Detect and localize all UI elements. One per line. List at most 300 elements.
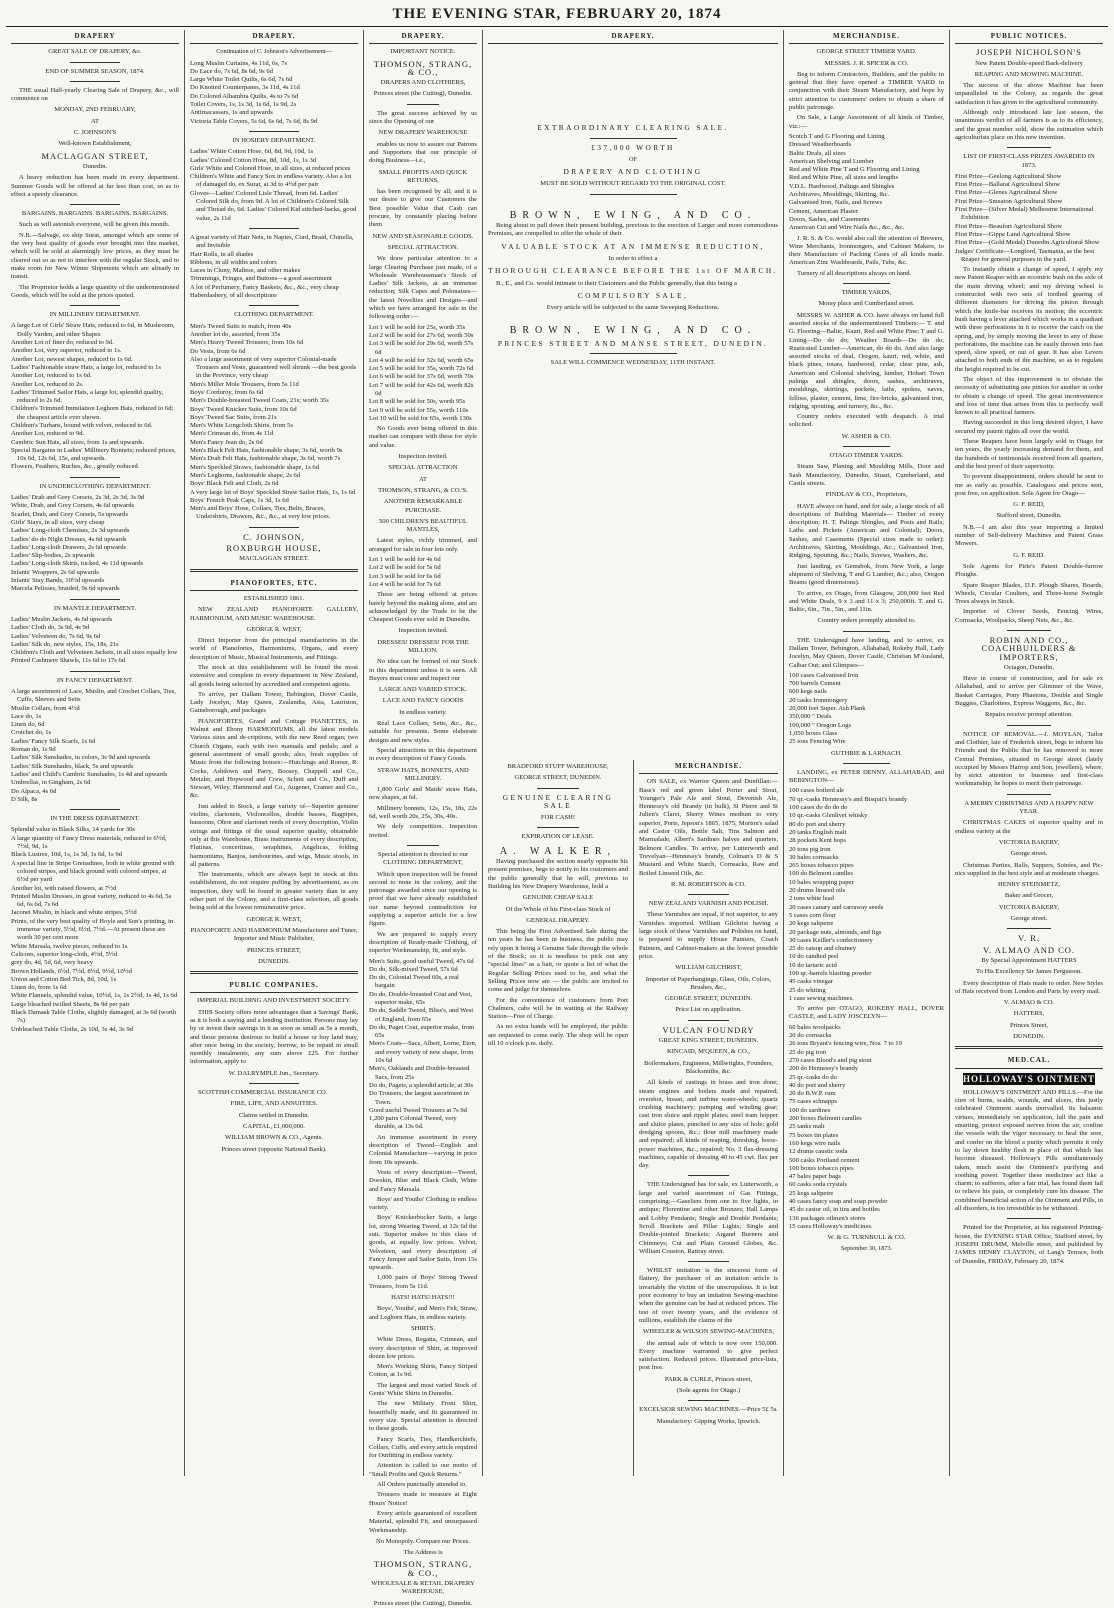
advert-text: Every article will be subjected to the same Sweeping Reductions. bbox=[546, 304, 720, 312]
advert-text: Do do, Paget Coat, superior make, from 65s bbox=[369, 1023, 475, 1040]
advert-text: Men's Miller Mole Trousers, from 5s 11d bbox=[190, 380, 299, 388]
advert-text: Having succeeded in this long desired object, I have secured my patent rights all over the world. bbox=[955, 419, 1103, 435]
advert-text: George street. bbox=[1010, 850, 1048, 858]
advert-text: Prints, of the very best quality of Hoyle and Son's printing, in immense variety, 5½d, 6½d, 7½d.—At present these are worth 30 per cent more bbox=[11, 917, 174, 942]
advert-text: Jaconet Muslin, in black and white stripes, 5½d bbox=[11, 909, 137, 917]
advert-text: Ladies' Silk do, new styles, 15s, 18s, 21s bbox=[11, 640, 119, 648]
advert-text: Millinery bonnets, 12s, 15s, 18s, 22s 6d, well worth 20s, 25s, 30s, 40s. bbox=[369, 804, 477, 821]
advert-text: 100 cases Galvanised Iron bbox=[789, 671, 859, 679]
advert-text: A special line in Stripe Grenadines, both in white ground with colored stripes, and black ground with colored stripes, at 6½d per yard bbox=[11, 859, 175, 884]
column-merchandise bbox=[784, 30, 949, 1476]
advert-text: Country orders executed with despatch. A trial solicited. bbox=[789, 413, 944, 429]
advert-text: D Silk, 8s bbox=[11, 795, 38, 803]
advert-text: GEORGE STREET, DUNEDIN. bbox=[514, 774, 602, 782]
advert-text: 28 pockets Kent hops bbox=[789, 837, 846, 845]
advert-text: MACLAGGAN STREET, bbox=[41, 150, 149, 161]
advert-text: 30 bales cornsacks bbox=[789, 853, 839, 861]
advert-text: Ladies' Long-cloth Drawers, 2s 6d upwards bbox=[11, 543, 127, 551]
advert-text: THOMSON, STRANG, & CO., bbox=[373, 1559, 473, 1578]
advert-text: Lot 1 will be sold for 4s 6d bbox=[369, 556, 441, 564]
column-drapery-4 bbox=[483, 30, 783, 760]
advert-text: PIANOFORTES, Grand and Cottage PIANETTES, in Walnut and Ebony HARMONIUMS, all the latest models Various sizes and de-criptions, with the new Reed organ; two Church Organs, each with two manuals and pedals; and a general assortment of small goods; also, fresh supplies of Music from the following houses:—Hutchings and Romer, R. Cocks, Ashdown and Parry, Boosey, Chappell and Co., Metzler, and Hopwood and Crew, Schott and Co., Duff and Stewart, Wiley, Hammond and Co., Augener, Cramer and Co., &c. bbox=[190, 717, 358, 800]
advert-text: C. JOHNSON, bbox=[243, 531, 305, 542]
advert-text: Every description of Hats made to order. New Styles of Hats received from London and Paris by every mail. bbox=[955, 979, 1103, 995]
advert-text: Stafford street, Dunedin. bbox=[996, 512, 1062, 520]
advert-text: Ladies' Long-cloth Chemises, 2s 3d upwards bbox=[11, 527, 130, 535]
advert-text: Ladies' Cloth do, 3s 9d, 4s 9d bbox=[11, 624, 90, 632]
separator bbox=[688, 1400, 730, 1401]
advert-text: 10 do tartaric acid bbox=[789, 961, 837, 969]
advert-text: First Prize—Beaufort Agricultural Show bbox=[955, 222, 1063, 230]
advert-text: First Prize—Gippe Land Agricultural Show bbox=[955, 230, 1071, 238]
advert-text: THOMSON, STRANG, & CO., bbox=[373, 58, 473, 77]
advert-text: V. ALMAO AND CO. bbox=[982, 944, 1076, 955]
advert-text: 500 casks Portland cement bbox=[789, 1156, 860, 1164]
advert-text: Special attention is directed to our CLOTHING DEPARTMENT, bbox=[377, 850, 469, 867]
advert-text: Real Lace Collars, Setts, &c., &c., suitable for presents. Some elaborate designs and new styles. bbox=[369, 720, 477, 744]
column-public-notices bbox=[950, 30, 1108, 1476]
advert-text: the annual sale of which is now over 150,000. Every machine warranted to give perfect satisfaction. Reduced prices. Illustrated price-lists, post free. bbox=[639, 1339, 778, 1372]
advert-text: IN THE DRESS DEPARTMENT. bbox=[50, 815, 140, 823]
advert-text: Do Colored Alhambra Quilts, 4s to 7s 6d bbox=[190, 92, 299, 100]
separator bbox=[249, 131, 299, 132]
advert-text: 60 bales woolpacks bbox=[789, 1023, 841, 1031]
advert-text: Every article guaranteed of excellent Material, splendid Fit, and unsurpassed Workmanship. bbox=[369, 1509, 477, 1534]
section-header: MERCHANDISE. bbox=[639, 760, 778, 774]
advert-text: Vests of every description—Tweed, Doeskin, Blue and Black Cloth, White and Fancy Marsala. bbox=[369, 1168, 477, 1193]
advert-text: September 30, 1873. bbox=[840, 1245, 893, 1253]
advert-text: White Dress, Regatta, Crimean, and every description of Shirt, at improved dozen low prices. bbox=[369, 1336, 477, 1360]
advert-text: GENERAL DRAPERY. bbox=[526, 916, 590, 924]
advert-text: 100 boxes tobacco pipes bbox=[789, 1164, 854, 1172]
advert-text: DUNEDIN. bbox=[258, 957, 290, 965]
advert-text: DRAPERS AND CLOTHIERS, bbox=[380, 79, 466, 87]
advert-text: Calicoes, superior long-cloth, 4½d, 5½d bbox=[11, 950, 118, 958]
advert-text: The success of the above Machine has been unparalleled in the Colony, as regards the great satisfaction it has given to the agricultural community. bbox=[955, 82, 1103, 106]
separator bbox=[688, 1261, 730, 1262]
advert-text: W. DALRYMPLE Jun., Secretary. bbox=[228, 1069, 320, 1077]
advert-text: Special attractions in this department in every description of Fancy Goods. bbox=[369, 746, 477, 763]
advert-text: has been recognised by all; and it is our desire to give our Customers the Best possible Value that Cash can procure, by constantly placing before them bbox=[369, 188, 477, 229]
advert-text: VICTORIA BAKERY, bbox=[998, 903, 1060, 911]
column-header: DRAPERY. bbox=[190, 30, 358, 44]
advert-text: Princes Street, bbox=[1009, 1021, 1049, 1029]
advert-text: American Cut and Wire Nails &c., &c., &c. bbox=[789, 224, 905, 232]
advert-text: 12 drums caustic soda bbox=[789, 1148, 848, 1156]
separator bbox=[1007, 725, 1051, 726]
advert-text: We defy competition. Inspection invited. bbox=[369, 823, 477, 839]
advert-text: Laces in Cluny, Maltese, and other makes bbox=[190, 267, 301, 275]
advert-text: 45 casks vinegar bbox=[789, 978, 833, 986]
advert-text: GEORGE STREET TIMBER YARD. bbox=[816, 48, 917, 56]
advert-text: 40 cases fancy soap and soap powder bbox=[789, 1198, 888, 1205]
advert-text: PARK & CURLE, Princes street, bbox=[664, 1375, 753, 1383]
advert-text: WHOLESALE & RETAIL DRAPERY WAREHOUSE, bbox=[371, 1579, 475, 1596]
advert-text: PUBLIC COMPANIES. bbox=[190, 979, 358, 993]
separator bbox=[688, 1175, 730, 1176]
advert-text: ON SALE, ex Warrior Queen and Dunfillan:—Bass's red and green label Porter and Stout, Younger's Pale Ale and Stout, Devenish Ale, Hennessy's old Brandy (in bulk), St Pierre and St Julien's Claret, Sherry Wines medium to very superior, Ports, Jepson's 1865, 1875, Morton's salad and Castor Oils, Bottle Salt, Tins Salmon and Marmalade, Albert's Sardines halves and quarters, Belmont Candles. To arrive, per Lutterworth and Trevelyan—Hennessy's brandy, Colman's D & S Mustard and White Starch, Cornsacks, Raw and Boiled Linseed Oils, &c. bbox=[639, 778, 778, 877]
advert-text: 100 cases do do do do bbox=[789, 804, 848, 812]
advert-text: 25 tanks malt bbox=[789, 1123, 825, 1131]
advert-text: Printed Muslin Dresses, in great variety, reduced to 4s 6d, 5s 6d, 6s 6d, 7s 6d bbox=[11, 892, 172, 909]
advert-text: White Flannels, splendid value, 10½d, 1s, 1s 2½d, 1s 4d, 1s 6d bbox=[11, 992, 178, 1000]
advert-text: ESTABLISHED 1861. bbox=[243, 594, 305, 602]
advert-text: 25 do catsup and chutney bbox=[789, 945, 857, 953]
column-merchandise-lower bbox=[634, 760, 783, 1476]
advert-text: SPECIAL ATTRACTION bbox=[388, 464, 458, 472]
advert-text: BROWN, EWING, AND CO. bbox=[509, 325, 757, 337]
separator bbox=[70, 62, 120, 63]
advert-text: 80 do port and sherry bbox=[789, 820, 846, 828]
advert-text: Claims settled in Dunedin. bbox=[238, 1111, 310, 1119]
advert-text: First Prize—Geelong Agricultural Show bbox=[955, 172, 1062, 180]
column-header: DRAPERY. bbox=[369, 30, 477, 44]
advert-text: Children's Trimmed Immitation Leghorn Hats, reduced to 6d; the cheapest article ever shown. bbox=[11, 405, 174, 421]
advert-text: V. R. bbox=[1017, 933, 1041, 944]
advert-text: 45 do castor oil, in tins and bottles bbox=[789, 1206, 880, 1214]
advert-text: Ladies' Trimmed Sailor Hats, a large lot, splendid quality, reduced to 2s 6d. bbox=[11, 388, 164, 405]
advert-text: Do Alpaca, 4s 6d bbox=[11, 787, 57, 795]
advert-text: Price List on application. bbox=[675, 1006, 742, 1014]
advert-text: Boys' Black Felt and Cloth, 2s 6d bbox=[190, 480, 279, 488]
advert-text: First Prize—Smeaton Agricultural Show bbox=[955, 197, 1063, 205]
advert-text: FIRE, LIFE, AND ANNUITIES. bbox=[230, 1100, 318, 1108]
advert-text: Red and White Pine, all sizes and lengths bbox=[789, 174, 899, 182]
advert-text: V.D.L. Hardwood, Palings and Shingles bbox=[789, 182, 895, 190]
advert-text: Do Trousers, the largest assortment in Town. bbox=[369, 1090, 469, 1106]
advert-text: END OF SUMMER SEASON, 1874. bbox=[45, 67, 145, 75]
advert-text: Attention is called to our motto of "Small Profits and Quick Returns." bbox=[369, 1462, 477, 1478]
separator bbox=[249, 228, 299, 229]
advert-text: W. & G. TURNBULL & CO. bbox=[827, 1234, 906, 1242]
advert-text: These are being offered at prices barely beyond the making alone, and are acknowledged by the Trade to be the Cheapest Goods ever sold in Dunedin. bbox=[369, 591, 477, 624]
advert-text: ROBIN AND CO., COACHBUILDERS & IMPORTERS, bbox=[981, 635, 1077, 662]
advert-text: Men's Fancy Jean do, 2s 6d bbox=[190, 438, 263, 446]
advert-text: Being about to pull down their present building, previous to the erection of Larger and more commodious Premises, are compelled to offer the whole of their bbox=[488, 222, 778, 238]
advert-text: 25 do whiting bbox=[789, 986, 826, 994]
advert-text: The Proprietor holds a large quantity of the undermentioned Goods, which will be sold at the prices quoted. bbox=[11, 283, 179, 299]
advert-text: 20,000 feet Super. Ash Plank bbox=[789, 705, 866, 713]
advert-text: BRADFORD STUFF WAREHOUSE, bbox=[507, 763, 609, 770]
advert-text: New Patent Double-speed Back-delivery bbox=[975, 59, 1083, 67]
advert-text: KINCAID, M'QUEEN, & CO., bbox=[666, 1048, 751, 1056]
advert-text: Ladies' Fashionable straw Hats, a large lot, reduced to 1s bbox=[11, 363, 161, 371]
advert-text: R. M. ROBERTSON & CO. bbox=[671, 880, 746, 888]
advert-text: Lot 8 will be sold for 50s, worth 95s bbox=[369, 398, 466, 406]
advert-text: Lot 5 will be sold for 35s, worth 72s 6d bbox=[369, 365, 474, 373]
advert-text: NEW ZEALAND PIANOFORTE GALLERY, HARMONIUM, AND MUSIC WAREHOUSE. bbox=[190, 606, 358, 622]
advert-text: Ladies' Drab and Grey Corsets, 2s 3d, 2s 3d, 3s 9d bbox=[11, 494, 145, 502]
advert-text: All kinds of castings in brass and iron done; steam engines and boilers made and repaired; overshot, breast, and turbine water-wheels; quartz crushing machinery; pumping and winding gear; cast iron sluice and ripple plates; steel tram hopper and sluice plates, punched to any size of hole; gold dredging spoons, &c.; flour mill machinery made and repaired; all kinds of reaping, threshing, horse-power machines, &c., repaired; No. 3 flax-dressing machines, capable of dressing 40 to 45 cwt. flax per day. bbox=[639, 1079, 778, 1170]
separator bbox=[249, 305, 299, 306]
advert-text: Special Bargains in Ladies' Millinery Bonnets; reduced prices, 10s 6d, 12s 6d, 15s, and upwards. bbox=[11, 446, 176, 463]
advert-text: 1,200 pairs Colonial Tweed, very durable, at 13s 6d. bbox=[369, 1115, 457, 1131]
advert-text: VICTORIA BAKERY, bbox=[998, 838, 1060, 846]
advert-text: SMALL PROFITS AND QUICK RETURNS, bbox=[378, 168, 468, 184]
advert-text: Lot 6 will be sold for 37s 6d, worth 70s bbox=[369, 373, 474, 381]
advert-text: Ladies' Silk Sunshades, black, 5s and upwards bbox=[11, 762, 134, 770]
advert-text: Cambric Sun Hats, all sizes, from 1s and upwards. bbox=[11, 438, 145, 446]
advert-text: An immense assortment in every description of Tweed—English and Colonial Manufacture—varying in price from 10s upwards. bbox=[369, 1133, 477, 1166]
advert-text: C. JOHNSON'S bbox=[73, 129, 117, 137]
advert-text: Country orders promptly attended to. bbox=[817, 617, 916, 625]
advert-text: A lot of Perfumery, Fancy Baskets, &c., &c., very cheap bbox=[190, 283, 339, 291]
advert-text: Galvanised Iron, Nails, and Screws bbox=[789, 199, 883, 207]
advert-text: 20 kegs saltpetre bbox=[789, 920, 834, 928]
advert-text: IN HOSIERY DEPARTMENT. bbox=[232, 136, 316, 144]
advert-text: Importer of Clover Seeds, Fencing Wires, Cornsacks, Woolpacks, Sheep Nets, &c., &c. bbox=[955, 608, 1103, 624]
advert-text: First Prize—Ballarat Agricultural Show bbox=[955, 181, 1060, 189]
advert-text: MACLAGGAN STREET. bbox=[239, 555, 309, 563]
advert-text: Red and White Pine T and G Flooring and Lining bbox=[789, 166, 920, 174]
advert-text: A great variety of Hair Nets, in Napies, Cord, Braid, Chinella, and Invisible bbox=[190, 233, 354, 250]
advert-text: Do do, Silk-mixed Tweed, 57s 6d bbox=[369, 965, 458, 973]
advert-text: EXCELSIOR SEWING MACHINES.—Price 5£ 5s. bbox=[639, 1406, 778, 1414]
advert-text: Lot 1 will be sold for 25s, worth 35s bbox=[369, 323, 466, 331]
separator bbox=[590, 138, 677, 139]
advert-text: 40 do port and sherry bbox=[789, 1081, 846, 1089]
advert-text: Printed Cashmere Shawls, 11s 6d to 17s 6d bbox=[11, 657, 126, 665]
advert-text: White, Drab, and Grey Corsets, 4s 6d upwards bbox=[11, 502, 135, 510]
separator bbox=[70, 204, 120, 205]
advert-text: Architraves, Mouldings, Skirting, &c. bbox=[789, 191, 890, 199]
advert-text: To prevent disappointment, orders should be sent to me as early as possible. Catalogues and prices sent, post free, on application. Sole Agent for Otago— bbox=[955, 473, 1103, 497]
advert-text: Boys', Youths', and Men's Felt, Straw, and Leghorn Hats, in endless variety. bbox=[369, 1305, 477, 1321]
advert-text: DRAPERY AND CLOTHING bbox=[563, 167, 703, 177]
separator bbox=[70, 599, 120, 600]
advert-text: 25 tons Fencing Wire bbox=[789, 738, 846, 746]
advert-text: These Reapers have been largely sold in Otago for ten years, the yearly increasing demand for them, and the hundreds of testimonials received from all quarters, and the best proof of their superiority. bbox=[955, 438, 1103, 470]
column-drapery-1 bbox=[6, 30, 184, 1476]
advert-text: Do do, Double-breasted Coat and Vest, superior make, 65s bbox=[369, 990, 472, 1006]
advert-text: IN MILLINERY DEPARTMENT. bbox=[49, 311, 141, 319]
advert-text: SHIRTS. bbox=[411, 1324, 435, 1332]
advert-text: Union and Cotton Bed Tick, 8d, 10d, 1s bbox=[11, 975, 117, 983]
advert-text: Just added to Stock, a large variety of—Superior genuine violins, clarionets, Violoncellos, double basses, Bagpipes, bassoons, Oboe and clarionet reeds of every description, Violin strings and fittings of the usual superior quality, obtainable only at this Warehouse, Brass instruments of every description, Flutinas, concertinas, seraphines, Angelicas, folding harmoniums, Banjos, tambourines, and wigs, Music stools, in all patterns. bbox=[190, 802, 358, 868]
advert-text: Ladies' White Cotton Hose, 6d, 8d, 9d, 10d, 1s bbox=[190, 148, 314, 156]
advert-text: 1,000 pairs of Boys' Strong Tweed Trousers, from 5s 11d. bbox=[369, 1274, 477, 1290]
advert-text: V. ALMAO & CO. bbox=[1003, 999, 1055, 1007]
advert-text: Men's Double-breasted Tweed Coats, 21s; worth 35s bbox=[190, 397, 329, 405]
advert-text: Cement, American Plaster bbox=[789, 207, 859, 215]
advert-text: Men's Drab Felt Hats, fashionable shape, 3s 6d, worth 7s bbox=[190, 455, 341, 463]
advert-text: Scarlet, Drab, and Grey Corsets, 5s upwards bbox=[11, 510, 129, 518]
advert-text: Black Lustres, 10d, 1s, 1s 3d, 1s 6d, 1s 9d bbox=[11, 851, 122, 859]
advert-text: PRINCES STREET, bbox=[246, 946, 302, 954]
advert-text: Lace do, 1s bbox=[11, 712, 42, 720]
separator bbox=[70, 809, 120, 810]
advert-text: CAPITAL, £1,000,000. bbox=[243, 1122, 305, 1130]
advert-text: No Monopoly. Compare our Prices. bbox=[375, 1537, 471, 1545]
advert-text: Lot 2 will be sold for 27s 6d, worth 50s bbox=[369, 331, 474, 339]
advert-text: For the convenience of customers from Port Chalmers, cabs will be in waiting at the Railway Station—Free of Charge. bbox=[488, 996, 628, 1021]
advert-text: CHRISTMAS CAKES of superior quality and in endless variety at the bbox=[955, 819, 1103, 835]
advert-text: Do Lace do, 7s 6d, 8s 6d, 9s 6d bbox=[190, 67, 273, 75]
masthead-rule bbox=[6, 26, 1108, 27]
advert-text: To His Excellency Sir James Fergusson. bbox=[975, 968, 1082, 976]
advert-text: Latest styles, richly trimmed, and arranged for sale in four lots only. bbox=[369, 537, 477, 553]
advert-text: A large quantity of Fancy Dress materials, reduced to 6½d, 7½d, 9d, 1s bbox=[11, 834, 167, 851]
advert-text: Boys' Tweed Sac Suits, from 21s bbox=[190, 413, 277, 421]
advert-text: George street. bbox=[1010, 915, 1048, 923]
advert-text: 100 do sardines bbox=[789, 1106, 831, 1114]
advert-text: Spare Reaper Blades, D.F. Plough Shares, Boards, Wheels, Circular Coulters, and Three-horse Swingle Trees always in Stock. bbox=[955, 581, 1103, 606]
advert-text: Girls' White and Colored Hose, in all sizes, at reduced prices bbox=[190, 164, 351, 172]
advert-text: HOLLOWAY'S OINTMENT bbox=[963, 1073, 1095, 1084]
advert-text: grey do, 4d, 5d, 6d, very heavy bbox=[11, 959, 94, 967]
advert-text: 60 casks soda crystals bbox=[789, 1181, 848, 1189]
advert-text: 20 casks Ironmongery bbox=[789, 696, 848, 704]
advert-text: Do Vests, from 6s 6d bbox=[190, 347, 246, 355]
advert-text: HATTERS, bbox=[1013, 1010, 1045, 1018]
advert-text: Moray place and Cumberland street. bbox=[818, 300, 915, 308]
advert-text: 30 cases Keiller's confectionery bbox=[789, 936, 873, 944]
advert-text: 20 tons pig iron bbox=[789, 845, 831, 853]
advert-text: Black Damask Table Cloths, slightly damaged, at 3s 6d (worth 7s) bbox=[11, 1008, 177, 1025]
advert-text: Trousers made to measure at Eight Hours' Notice! bbox=[369, 1491, 477, 1507]
advert-text: Steam Saw, Planing and Moulding Mills, Door and Sash Manufactory, Dunedin, Stuart, Cumberland, and Castle streets. bbox=[789, 463, 944, 487]
advert-text: CLOTHING DEPARTMENT. bbox=[234, 311, 314, 319]
advert-text: White Marsala, twelve pieces, reduced to 1s bbox=[11, 942, 128, 950]
advert-text: Ladies' Colored Cotton Hose, 8d, 10d, 1s, 1s 3d bbox=[190, 156, 317, 164]
separator bbox=[1007, 794, 1051, 795]
advert-text: Antimacassars, 1s and upwards bbox=[190, 109, 273, 117]
advert-text: 5 cases corn flour bbox=[789, 911, 836, 919]
advert-text: The object of this improvement is to obviate the necessity of substituting one pinion for another in order to obtain a change of speed. The great inconvenience and loss of time that arises from this is perfectly well known to all practical farmers. bbox=[955, 375, 1103, 417]
separator bbox=[590, 194, 677, 195]
advert-text: Men's Leghorns, fashionable shape, 2s 6d bbox=[190, 471, 301, 479]
advert-text: Turnery of all descriptions always on hand. bbox=[797, 269, 912, 277]
advert-text: Another lot, with raised flowers, at 7½d bbox=[11, 884, 117, 892]
advert-text: OF bbox=[629, 155, 637, 163]
separator bbox=[249, 527, 299, 528]
advert-text: HENRY STEINMETZ, bbox=[997, 881, 1061, 889]
advert-text: BROWN, EWING, AND CO. bbox=[509, 209, 757, 221]
separator bbox=[249, 1083, 299, 1084]
advert-text: AT bbox=[418, 475, 428, 483]
advert-text: MESSRS. J. R. SPICER & CO. bbox=[824, 59, 909, 67]
advert-text: The largest and most varied Stock of Gents' White Shirts in Dunedin. bbox=[369, 1381, 477, 1398]
advert-text: Linen do, 6d bbox=[11, 721, 45, 729]
advert-text: Another Lot of finer do, reduced to 9d. bbox=[11, 339, 114, 347]
separator bbox=[488, 117, 778, 120]
advert-text: These Varnishes are equal, if not superior, to any Varnishes imported. William Gilchrist having a large stock of these Varnishes and Polishes on hand, is prepared to supply House Painters, Coach Painters, and Cabinet-makers at the lowest possible price. bbox=[639, 911, 778, 960]
advert-text: Haberdashery, of all descriptions bbox=[190, 292, 277, 300]
advert-text: Repairs receive prompt attention. bbox=[985, 711, 1073, 719]
advert-text: 20 package nuts, almonds, and figs bbox=[789, 928, 882, 936]
advert-text: NOTICE OF REMOVAL.—J. MOYLAN, Tailor and Clothier, late of Frederick street, begs to inform his Friends and the Public that he has removed to more Central Premises, situated in George street (lately occupied by Messrs Harrop and Son, jewellers), where, by strict attention to business and first-class workmanship, he hopes to merit their patronage. bbox=[955, 730, 1103, 788]
advert-text: Men's, Oaklands and Double-breasted Sacs, from 25s bbox=[369, 1065, 470, 1081]
advert-text: 350,000 " Deals bbox=[789, 713, 832, 721]
advert-text: Boys' Corduroy, from 6s 6d bbox=[190, 388, 264, 396]
advert-text: On Sale, a Large Assortment of all kinds of Timber, viz.:— bbox=[789, 114, 944, 130]
advert-text: Ribbons, in all widths and colors bbox=[190, 258, 277, 266]
advert-text: Victoria Table Covers, 5s 6d, 6s 6d, 7s 6d, 8s 9d bbox=[190, 117, 318, 125]
advert-text: N.B.—I am also this year importing a limited number of Self-delivery Machines and Patent Grass Mowers. bbox=[955, 523, 1103, 548]
advert-text: Boys' and Youths' Clothing in endless variety. bbox=[369, 1195, 477, 1212]
advert-text: Children's Turbans, bound with velvet, reduced to 6d. bbox=[11, 421, 153, 429]
advert-text: GEORGE STREET, DUNEDIN. bbox=[664, 995, 753, 1003]
advert-text: 20 do B.W.P. rum bbox=[789, 1090, 836, 1098]
advert-text: Ladies' Silk Sunshades, in colors, 3s 9d and upwards bbox=[11, 754, 151, 762]
advert-text: 100 qr.-barrels blasting powder bbox=[789, 969, 872, 977]
advert-text: First Prize—(Silver Medal) Melbourne International Exhibition bbox=[955, 206, 1094, 222]
separator bbox=[688, 894, 730, 895]
advert-text: 1,800 Girls' and Maids' straw Hats, new shapes, at 6d. bbox=[369, 786, 477, 802]
advert-text: Of the Whole of his First-class Stock of bbox=[505, 905, 611, 913]
advert-text: Large bleached twilled Sheets, 8s 9d per pair bbox=[11, 1000, 130, 1008]
advert-text: THIS Society offers more advantages than a Savings' Bank, as it is both a saving and a lending institution. Persons may lay by or invest their savings in it as soon as small as 5s a month, and those persons desirous to build a house or buy land may, after once being in the society, borrow, to be repaid in small monthly instalments, any sum above £25. For further information, apply to bbox=[190, 1008, 358, 1066]
advert-text: WHILST imitation is the sincerest form of flattery, the purchaser of an imitation article is invariably the victim of the unscrupulous. It is but poor economy to buy an imitation Sewing-machine when the genuine can be had at reduced prices. The test of over twenty years, and the evidence of millions, establish the claims of the bbox=[639, 1267, 778, 1324]
advert-text: Boilermakers, Engineers, Millwrights, Founders, Blacksmiths, &c. bbox=[643, 1059, 774, 1075]
separator bbox=[190, 569, 358, 572]
separator bbox=[590, 353, 677, 354]
advert-text: Good useful Tweed Trousers at 7s 9d bbox=[369, 1106, 467, 1114]
advert-text: Men's Suits, good useful Tweed, 47s 6d bbox=[369, 957, 474, 965]
advert-text: Dunedin. bbox=[82, 162, 108, 170]
advert-text: 25 qr.-casks do do bbox=[789, 1073, 837, 1081]
advert-text: To arrive, per Dallam Tower, Bebington, Dover Castle, Lady Jocelyn, May Queen, Zealandia, Asia, Lauriston, Gainsborough, and packages bbox=[190, 690, 358, 715]
advert-text: LANDING, ex PETER DENNY, ALLAHABAD, and BEBINGTON— bbox=[789, 768, 944, 785]
separator bbox=[488, 203, 778, 206]
advert-text: THOROUGH CLEARANCE BEFORE THE 1st OF MARCH. bbox=[488, 266, 778, 276]
advert-text: Just landing, ex Gemsbok, from New York, a large shipment of Shelving, T and G Lumber, &c.; also, Oregon Beams (good dimensions). bbox=[789, 562, 944, 587]
advert-text: Ladies' do do Night Dresses, 4s 6d upwards bbox=[11, 535, 127, 543]
advert-text: GEORGE R. WEST, bbox=[246, 915, 302, 923]
advert-text: A large assortment of Lace, Muslin, and Crochet Collars, Ties, Cuffs, Sleeves and Setts bbox=[11, 688, 176, 704]
advert-text: Another lot do, assorted, from 35s bbox=[190, 330, 281, 338]
advert-text: WILLIAM BROWN & CO., Agents. bbox=[225, 1134, 323, 1142]
advert-text: Scotch T and G Flooring and Lining bbox=[789, 132, 885, 140]
advert-text: Having purchased the section nearly opposite his present premises, begs to notify to his customers and the public generally that he will, previous to Building his New Drapery Warehouse, hold a bbox=[488, 858, 628, 890]
advert-text: AT bbox=[90, 117, 100, 125]
column-drapery-4-lower bbox=[483, 760, 633, 1476]
separator bbox=[488, 397, 778, 400]
advert-text: As no extra hands will be employed, the public are requested to come early. The shop will be open till 10 o'clock p.m. daily. bbox=[488, 1023, 628, 1048]
advert-text: The Address is bbox=[403, 1549, 443, 1557]
advert-text: 700 barrels Cement bbox=[789, 680, 841, 688]
advert-text: SPECIAL ATTRACTION. bbox=[387, 243, 459, 251]
separator bbox=[1007, 1218, 1051, 1219]
advert-text: enables us now to assure our Patrons and Supporters that our principle of doing Business—i.e., bbox=[369, 140, 477, 165]
advert-text: MESSRS W. ASHER & CO. have always on hand full assorted stocks of the undermentioned Timbers:— T. and G. Flooring—Baltic, Kauri, Red and White Pine; T and G. Lining—Do do do; Weather Boards—Do do do; Rusticated Lumber—American, do do do. And also large assorted stocks of deal, Oregon, kauri, red, white, and black pines, totara, hardwood, cedar, clear pine, ash, American and Colonial shelving, lumber, Hobart Town palings and shingles, doors, sashes, architraves, mouldings, skirtings, pockets, laths, spokes, naves, felloes, plaster, cement, lime, fire-bricks, galvanised iron, ridging, spouting, and turnery, &c., &c. bbox=[789, 311, 944, 410]
advert-text: SCOTTISH COMMERCIAL INSURANCE CO. bbox=[198, 1089, 328, 1097]
advert-text: American Shelving and Lumber bbox=[789, 157, 874, 165]
advert-text: Crotchet do, 1s bbox=[11, 729, 52, 737]
advert-text: MONDAY, 2ND FEBRUARY, bbox=[54, 106, 136, 114]
advert-text: Manufactory: Gipping Works, Ipswich. bbox=[656, 1417, 761, 1425]
advert-text: Doors, Sashes, and Casements bbox=[789, 215, 870, 223]
column-header: DRAPERY bbox=[11, 30, 179, 44]
advert-text: Lot 9 will be sold for 55s, worth 110s bbox=[369, 406, 469, 414]
advert-text: Fancy Scarfs, Ties, Handkerchiefs, Collars, Cuffs, and every article required for Outfitting in endless variety. bbox=[369, 1435, 477, 1460]
advert-text: Lot 3 will be sold for 29s 6d, worth 57s 6d bbox=[369, 340, 474, 356]
separator bbox=[688, 1020, 730, 1021]
advert-text: EXPIRATION OF LEASE. bbox=[521, 833, 595, 841]
advert-text: Lot 4 will be sold for 32s 6d, worth 65s bbox=[369, 356, 474, 364]
advert-text: Another Lot, reduced to 9d. bbox=[11, 430, 85, 438]
masthead bbox=[0, 0, 1114, 26]
advert-text: 270 cases Blood's and pig stout bbox=[789, 1056, 872, 1064]
advert-text: 20 cases canary and carraway seeds bbox=[789, 903, 884, 911]
column-drapery-2 bbox=[185, 30, 363, 1476]
advert-text: N.B.—Salvage, ex ship Surat, amongst which are some of the very best quality of goods ever brought into this market, which will be sold at alarmingly low prices, as they must be cleared out so as not to interfere with the regular Stock, and to make room for New Winter Shipments which are already in transit. bbox=[11, 231, 179, 281]
separator bbox=[843, 631, 890, 632]
advert-text: Another Lot, newest shapes, reduced to 1s 6d. bbox=[11, 355, 133, 363]
advert-text: To arrive, ex Otago, from Glasgow, 200,000 feet Red and White Deals, 9 x 3 and 11 x 3; 250,000ft. T. and G. Baltic, 6in., 7in., 5in., and 11in. bbox=[789, 589, 944, 614]
advert-text: Also a large assortment of very superior Colonial-made Trousers and Vests, guaranteed well shrunk —the best goods in the Province, very cheap bbox=[190, 355, 357, 380]
advert-text: 47 bales paper bags bbox=[789, 1173, 841, 1181]
